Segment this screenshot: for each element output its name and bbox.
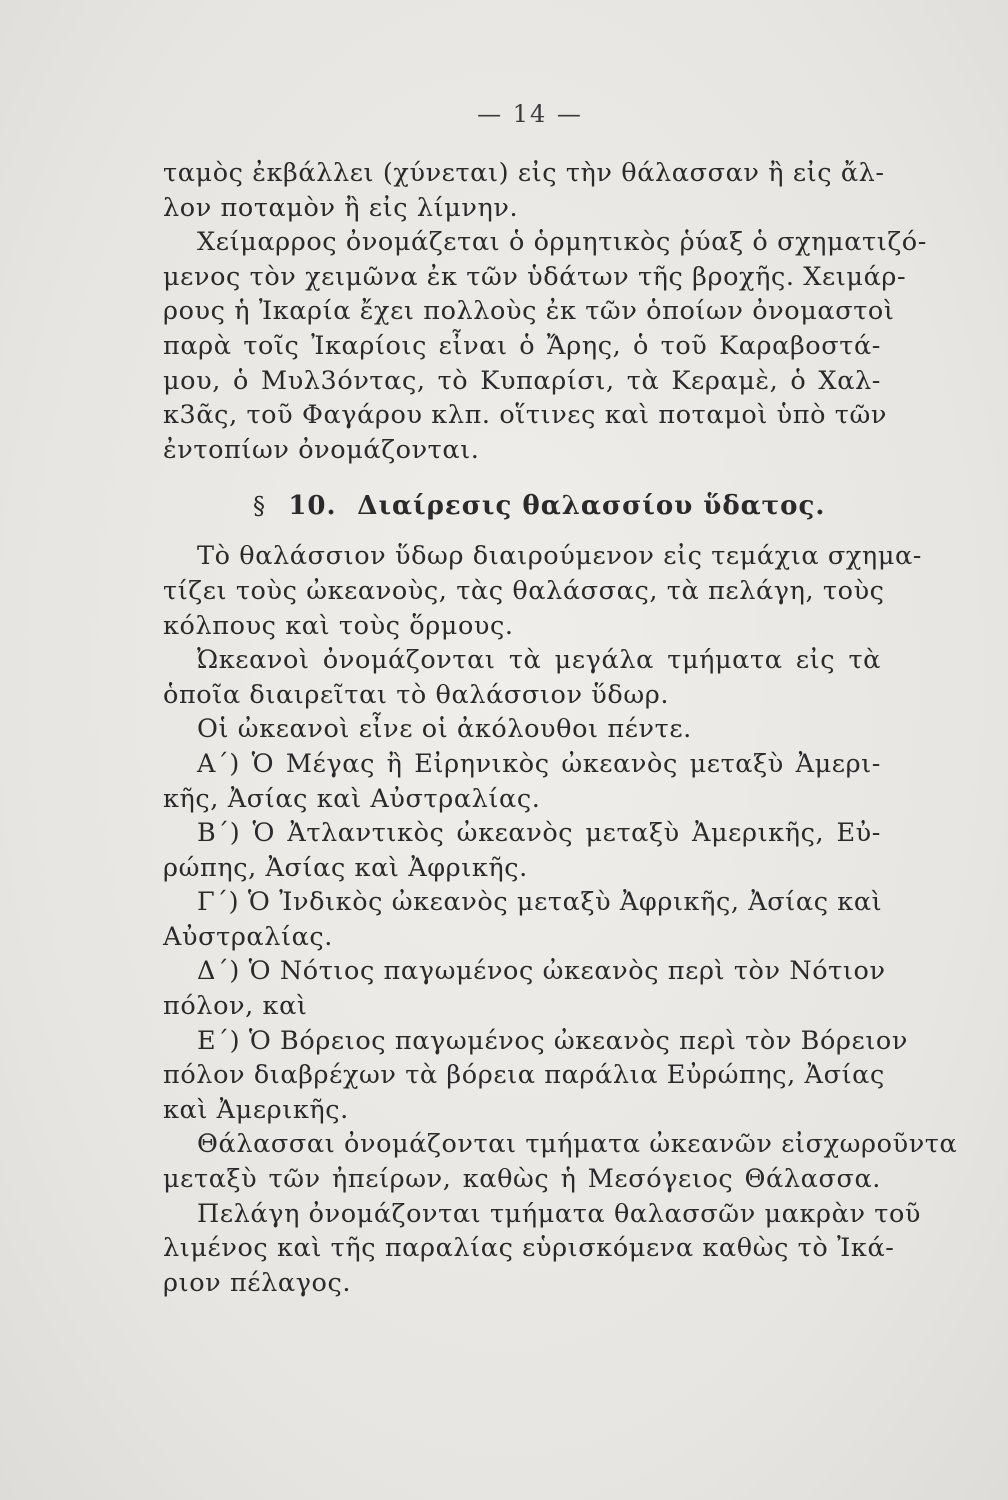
text-line: λιμένος καὶ τῆς παραλίας εὑρισκόμενα καθὼς τὸ Ἰκά- [163, 1233, 895, 1264]
text-line: Πελάγη ὀνομάζονται τμήματα θαλασσῶν μακρὰν τοῦ [197, 1198, 922, 1229]
text-line: Δ΄) Ὁ Νότιος παγωμένος ὠκεανὸς περὶ τὸν Νότιον [197, 956, 886, 987]
text-line: Ε΄) Ὁ Βόρειος παγωμένος ὠκεανὸς περὶ τὸν Βόρειον [197, 1025, 908, 1056]
text-line: Χείμαρρος ὀνομάζεται ὁ ὁρμητικὸς ῥύαξ ὁ σχηματιζό- [197, 227, 927, 258]
section-heading [163, 481, 881, 531]
text-line: Οἱ ὠκεανοὶ εἶνε οἱ ἀκόλουθοι πέντε. [197, 714, 692, 745]
text-line: κ3ᾶς, τοῦ Φαγάρου κλπ. οἵτινες καὶ ποταμοὶ ὑπὸ τῶν [163, 400, 887, 431]
page-number: — 14 — [477, 100, 583, 128]
text-line: Τὸ θαλάσσιον ὕδωρ διαιρούμενον εἰς τεμάχια σχημα- [197, 541, 923, 572]
text-line: ριον πέλαγος. [163, 1267, 352, 1298]
section-gap [163, 467, 881, 481]
text-line: λον ποταμὸν ἢ εἰς λίμνην. [163, 192, 519, 223]
text-line: Α΄) Ὁ Μέγας ἢ Εἰρηνικὸς ὠκεανὸς μεταξὺ Ἀμερι- [197, 748, 881, 779]
text-line: μενος τὸν χειμῶνα ἐκ τῶν ὑδάτων τῆς βροχῆς. Χειμάρ- [163, 261, 907, 292]
text-line: Θάλασσαι ὀνομάζονται τμήματα ὠκεανῶν εἰσχωροῦντα [197, 1129, 958, 1160]
page-body-text [163, 156, 958, 1300]
text-line: Αὐστραλίας. [163, 921, 334, 952]
text-line: Γ΄) Ὁ Ἰνδικὸς ὠκεανὸς μεταξὺ Ἀφρικῆς, Ἀσίας καὶ [197, 887, 883, 918]
text-line: Ὠκεανοὶ ὀνομάζονται τὰ μεγάλα τμήματα εἰς τὰ [197, 645, 881, 676]
text-line: ρώπης, Ἀσίας καὶ Ἀφρικῆς. [163, 852, 528, 883]
text-line: κῆς, Ἀσίας καὶ Αὐστραλίας. [163, 783, 541, 814]
text-line: παρὰ τοῖς Ἰκαρίοις εἶναι ὁ Ἄρης, ὁ τοῦ Καραβοστά- [163, 330, 881, 361]
section-number: 10. [288, 491, 337, 522]
text-line: ρους ἡ Ἰκαρία ἔχει πολλοὺς ἐκ τῶν ὁποίων ὀνομαστοὶ [163, 296, 895, 327]
section-title: Διαίρεσις θαλασσίου ὕδατος. [357, 491, 826, 522]
text-line: καὶ Ἀμερικῆς. [163, 1094, 349, 1125]
text-line: πόλον διαβρέχων τὰ βόρεια παράλια Εὐρώπης, Ἀσίας [163, 1060, 885, 1091]
section-gap [163, 531, 881, 539]
text-line: μεταξὺ τῶν ἠπείρων, καθὼς ἡ Μεσόγειος Θάλασσα. [163, 1164, 881, 1195]
text-line: Β΄) Ὁ Ἀτλαντικὸς ὠκεανὸς μεταξὺ Ἀμερικῆς, Εὐ- [197, 818, 881, 849]
text-line: πόλον, καὶ [163, 991, 308, 1022]
section-sign: § [253, 492, 266, 521]
text-line: ταμὸς ἐκβάλλει (χύνεται) εἰς τὴν θάλασσαν ἢ εἰς ἄλ- [163, 158, 885, 188]
text-line: ἐντοπίων ὀνομάζονται. [163, 434, 480, 465]
text-line: ὁποῖα διαιρεῖται τὸ θαλάσσιον ὕδωρ. [163, 679, 670, 710]
text-line: μου, ὁ Μυλ3όντας, τὸ Κυπαρίσι, τὰ Κεραμὲ, ὁ Χαλ- [163, 365, 881, 396]
text-line: κόλπους καὶ τοὺς ὅρμους. [163, 610, 514, 641]
text-line: τίζει τοὺς ὠκεανοὺς, τὰς θαλάσσας, τὰ πελάγη, τοὺς [163, 575, 885, 606]
